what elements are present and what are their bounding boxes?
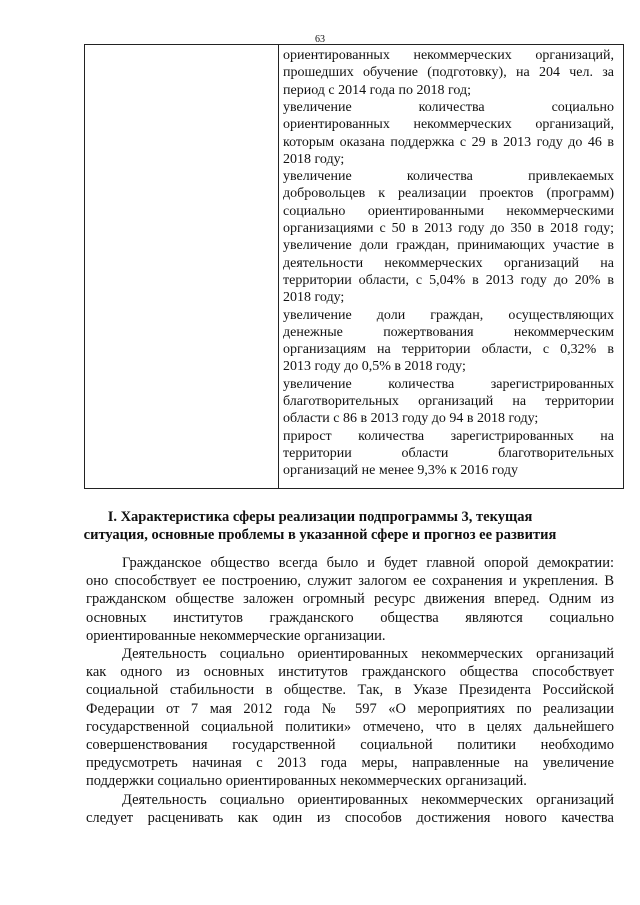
paragraph-line: как одного из основных институтов гражданского общества способствует [86, 664, 614, 681]
table-line: территории области, с 5,04% в 2013 году до 20% в [283, 272, 614, 288]
heading-line: ситуация, основные проблемы в указанной сфере и прогноз ее развития [83, 527, 557, 543]
page-number: 63 [315, 34, 325, 45]
table-line: прошедших обучение (подготовку), на 204 чел. за [283, 65, 614, 81]
table-right-cell [278, 45, 623, 488]
table-line: 2013 году до 0,5% в 2018 году; [283, 359, 466, 375]
table-line: увеличение количества привлекаемых [283, 169, 614, 185]
paragraph-line: следует расценивать как один из способов достижения нового качества [86, 809, 614, 826]
table-line: территории области благотворительных [283, 445, 614, 461]
table-line: благотворительных организаций на территории [283, 394, 614, 409]
table-line: увеличение доли граждан, принимающих участие в [283, 238, 614, 254]
paragraph-line: основных институтов гражданского общества являются социально [86, 609, 614, 626]
heading-line: I. Характеристика сферы реализации подпрограммы 3, текущая [107, 509, 533, 525]
table-line: 2018 году; [283, 290, 345, 306]
paragraph-line: государственной социальной политики» отмечено, что в целях дальнейшего [86, 718, 614, 735]
paragraph-line: оно способствует ее построению, служит залогом ее сохранения и укрепления. В [86, 573, 614, 590]
table-line: период с 2014 года по 2018 год; [283, 82, 471, 98]
table-line: организаций не менее 9,3% к 2016 году [283, 463, 518, 479]
paragraph-line: социальной стабильности в обществе. Так, в Указе Президента Российской [86, 682, 614, 699]
paragraph-line: Гражданское общество всегда было и будет главной опорой демократии: [122, 555, 614, 571]
table-line: ориентированных некоммерческих организаций, [283, 117, 614, 133]
paragraph-line: Федерации от 7 мая 2012 года № 597 «О мероприятиях по реализации [86, 700, 614, 717]
paragraph-line: предусмотреть начиная с 2013 года меры, направленные на увеличение [86, 755, 614, 772]
table-line: добровольцев к реализации проектов (программ) [283, 186, 614, 202]
paragraph-line: гражданском обществе заложен огромный ресурс движения вперед. Одним из [86, 591, 614, 608]
table-left-cell [85, 45, 279, 488]
table-line: области с 86 в 2013 году до 94 в 2018 году; [283, 411, 539, 427]
table-line: организациям на территории области, с 0,32% в [283, 342, 614, 358]
paragraph-line: ориентированные некоммерческие организации. [86, 627, 386, 644]
table-line: социально ориентированными некоммерческими [283, 203, 614, 219]
paragraph-line: Деятельность социально ориентированных некоммерческих организаций [122, 791, 614, 808]
table-line: 2018 году; [283, 151, 345, 167]
indicators-table [84, 44, 624, 489]
paragraph-line: поддержки социально ориентированных некоммерческих организаций. [86, 773, 527, 790]
table-line: прирост количества зарегистрированных на [283, 428, 614, 444]
table-line: увеличение количества зарегистрированных [283, 376, 614, 392]
table-line: увеличение доли граждан, осуществляющих [283, 307, 614, 323]
table-line: денежные пожертвования некоммерческим [283, 324, 614, 340]
table-line: деятельности некоммерческих организаций на [283, 255, 614, 271]
table-line: организациями с 50 в 2013 году до 350 в 2018 году; [283, 221, 614, 236]
paragraph-line: совершенствования государственной социальной политики необходимо [86, 737, 614, 753]
table-line: увеличение количества социально [283, 99, 614, 115]
table-line: ориентированных некоммерческих организаций, [283, 48, 614, 63]
table-line: которым оказана поддержка с 29 в 2013 году до 46 в [283, 134, 614, 150]
paragraph-line: Деятельность социально ориентированных некоммерческих организаций [122, 646, 614, 662]
